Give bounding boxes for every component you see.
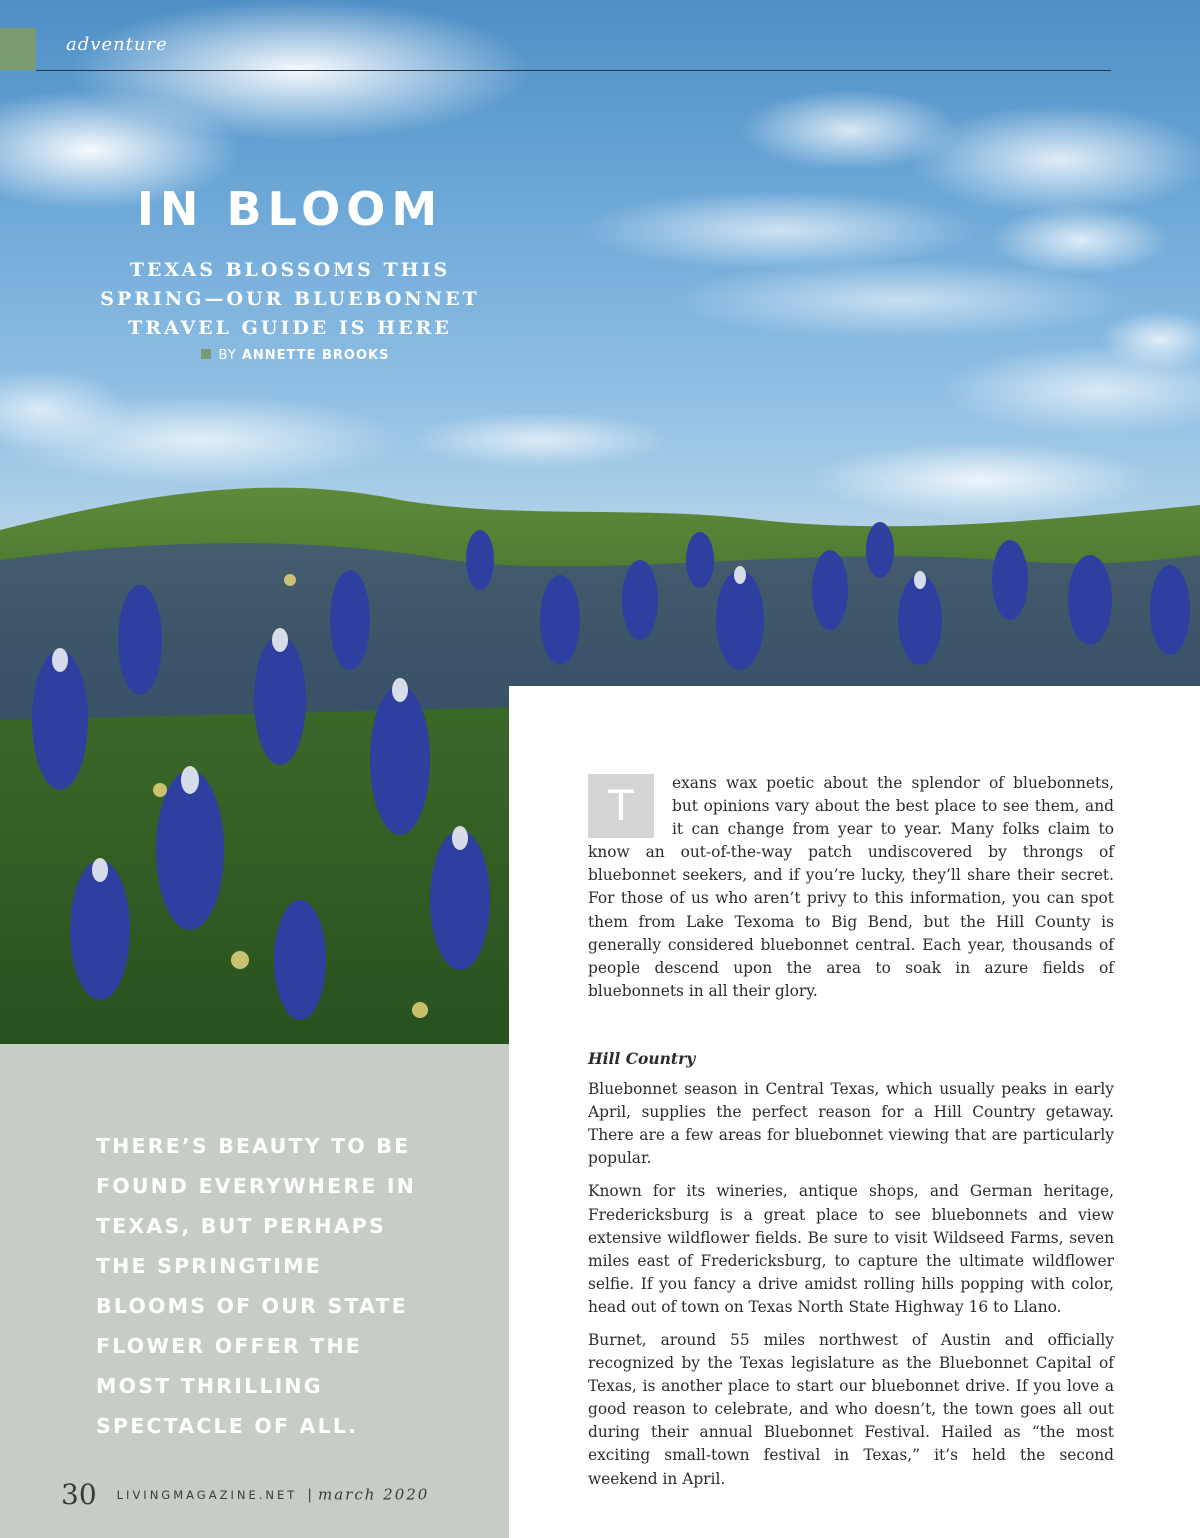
section-label: adventure <box>66 34 168 55</box>
footer-issue: march 2020 <box>317 1485 430 1504</box>
pullquote: THERE’S BEAUTY TO BE FOUND EVERYWHERE IN TEXAS, BUT PERHAPS THE SPRINGTIME BLOOMS OF OUR STATE FLOWER OFFER THE MOST THRILLING SPECTACLE OF ALL. <box>96 1134 417 1438</box>
article-body <box>588 772 1114 1501</box>
byline-author: ANNETTE BROOKS <box>241 348 390 363</box>
byline-bullet-icon <box>201 349 211 359</box>
lead-text: exans wax poetic about the splendor of bluebonnets, but opinions vary about the best place to see them, and it can change from year to year. Many folks claim to know an out-of-the-way patch undiscovered by throngs of bluebonnet seekers, and if you’re lucky, they’ll share their secret. For those of us who aren’t privy to this information, you can spot them from Lake Texoma to Big Bend, but the Hill County is generally considered bluebonnet central. Each year, thousands of people descend upon the area to soak in azure fields of bluebonnets in all their glory. <box>588 774 1114 1000</box>
byline-prefix: BY <box>218 348 237 363</box>
byline <box>200 348 390 363</box>
body-paragraph-3: Burnet, around 55 miles northwest of Austin and officially recognized by the Texas legislature as the Bluebonnet Capital of Texas, is another place to start our bluebonnet drive. If you love a good reason to celebrate, and who doesn’t, the town goes all out during their annual Bluebonnet Festival. Hailed as “the most exciting small-town festival in Texas,” it’s held the second weekend in April. <box>588 1330 1114 1488</box>
page-number: 30 <box>61 1478 97 1511</box>
article-subtitle: TEXAS BLOSSOMS THIS SPRING—OUR BLUEBONNET TRAVEL GUIDE IS HERE <box>100 259 480 339</box>
footer-site: LIVINGMAGAZINE.NET <box>116 1487 298 1502</box>
footer-separator: | <box>307 1486 312 1503</box>
body-paragraph-2: Known for its wineries, antique shops, and German heritage, Fredericksburg is a great place to see bluebonnets and view extensive wildflower fields. Be sure to visit Wildseed Farms, seven miles east of Fredericksburg, to capture the ultimate wildflower selfie. If you fancy a drive amidst rolling hills popping with color, head out of town on Texas North State Highway 16 to Llano. <box>588 1182 1114 1316</box>
lead-paragraph <box>588 772 1114 1003</box>
body-paragraph-1: Bluebonnet season in Central Texas, which usually peaks in early April, supplies the perfect reason for a Hill Country getaway. There are a few areas for bluebonnet viewing that are particularly popular. <box>588 1080 1114 1168</box>
drop-cap: T <box>588 774 654 838</box>
section-tab-marker <box>0 28 36 70</box>
section-subhead: Hill Country <box>588 1048 696 1068</box>
article-title: IN BLOOM <box>136 182 444 236</box>
header-rule <box>36 70 1111 71</box>
page-footer <box>61 1478 429 1511</box>
